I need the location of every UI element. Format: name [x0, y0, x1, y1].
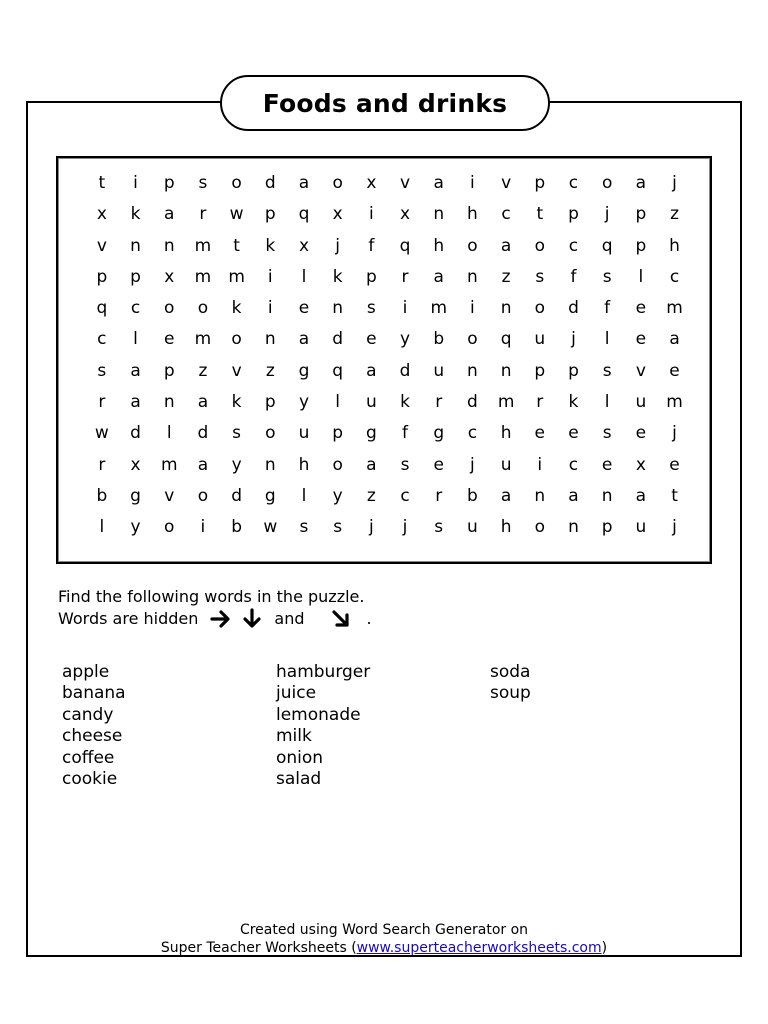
- grid-cell: v: [231, 360, 242, 381]
- grid-cell: w: [229, 204, 244, 225]
- grid-cell: e: [635, 329, 647, 350]
- grid-cell: j: [672, 173, 677, 193]
- word-list-column-2: [276, 662, 370, 790]
- grid-cell: a: [635, 173, 647, 193]
- grid-cell: p: [635, 235, 647, 256]
- grid-cell: k: [231, 392, 242, 413]
- grid-cell: n: [264, 454, 276, 475]
- word-item: apple: [62, 662, 110, 682]
- grid-cell: x: [635, 454, 646, 475]
- grid-cell: r: [199, 204, 207, 225]
- grid-cell: m: [194, 266, 212, 287]
- grid-cell: a: [197, 392, 209, 413]
- grid-cell: c: [467, 423, 478, 444]
- grid-cell: o: [601, 173, 613, 193]
- grid-cell: l: [604, 329, 610, 350]
- page-title: Foods and drinks: [262, 88, 508, 118]
- grid-cell: p: [365, 266, 377, 287]
- grid-cell: m: [666, 298, 683, 319]
- grid-cell: u: [467, 517, 478, 538]
- word-item: candy: [62, 704, 114, 725]
- grid-cell: e: [366, 329, 377, 350]
- footer-line1: Created using Word Search Generator on: [239, 922, 529, 938]
- grid-cell: v: [164, 485, 175, 506]
- grid-cell: h: [298, 454, 310, 475]
- grid-cell: p: [568, 204, 579, 225]
- grid-cell: v: [501, 173, 512, 193]
- grid-cell: o: [332, 173, 343, 193]
- grid-cell: d: [568, 298, 579, 319]
- grid-cell: y: [298, 392, 309, 413]
- grid-cell: n: [264, 329, 276, 350]
- grid-cell: r: [536, 392, 544, 413]
- grid-cell: e: [669, 360, 680, 381]
- grid-cell: j: [672, 423, 677, 444]
- grid-cell: x: [400, 204, 411, 225]
- grid-cell: g: [130, 485, 141, 506]
- word-item: coffee: [62, 747, 115, 768]
- grid-cell: r: [435, 392, 443, 413]
- word-item: soda: [490, 662, 531, 682]
- grid-cell: f: [604, 298, 611, 319]
- footer-prefix: Super Teacher Worksheets (: [160, 940, 357, 956]
- grid-cell: u: [500, 454, 512, 475]
- grid-cell: n: [467, 266, 478, 287]
- grid-cell: s: [602, 360, 612, 381]
- grid-cell: e: [534, 423, 546, 444]
- arrow-down-icon: [242, 608, 262, 630]
- grid-cell: d: [197, 423, 209, 444]
- grid-cell: p: [163, 360, 175, 381]
- grid-cell: l: [638, 266, 644, 287]
- grid-cell: u: [433, 360, 445, 381]
- grid-cell: c: [130, 298, 141, 319]
- word-list-column-3: [490, 662, 531, 705]
- grid-cell: t: [671, 485, 678, 506]
- grid-cell: i: [200, 517, 206, 538]
- grid-cell: y: [332, 485, 343, 506]
- grid-cell: d: [467, 392, 478, 413]
- grid-cell: y: [130, 517, 141, 538]
- grid-cell: s: [198, 173, 208, 193]
- grid-cell: b: [231, 517, 242, 538]
- grid-cell: o: [231, 173, 242, 193]
- grid-cell: s: [434, 517, 444, 538]
- grid-cell: g: [433, 423, 445, 444]
- instructions-and: and: [274, 609, 305, 628]
- grid-cell: p: [534, 173, 546, 193]
- grid-cell: a: [366, 454, 377, 475]
- grid-cell: d: [399, 360, 411, 381]
- grid-cell: n: [500, 360, 512, 381]
- grid-cell: m: [497, 392, 515, 413]
- grid-cell: n: [130, 235, 141, 256]
- grid-cell: m: [228, 266, 245, 287]
- grid-cell: p: [96, 266, 108, 287]
- grid-cell: q: [332, 360, 344, 381]
- grid-cell: s: [602, 423, 612, 444]
- grid-cell: d: [264, 173, 276, 193]
- grid-cell: m: [194, 235, 212, 256]
- grid-cell: q: [96, 298, 108, 319]
- word-item: hamburger: [276, 662, 371, 682]
- grid-cell: o: [534, 517, 545, 538]
- word-item: onion: [276, 747, 324, 768]
- grid-cell: j: [335, 235, 341, 256]
- grid-cell: a: [433, 173, 444, 193]
- grid-cell: l: [99, 517, 105, 538]
- grid-cell: g: [298, 360, 310, 381]
- instructions-prefix: Words are hidden: [58, 609, 199, 628]
- grid-cell: n: [163, 235, 175, 256]
- instructions-line2: [58, 608, 372, 630]
- grid-cell: n: [500, 298, 512, 319]
- grid-cell: w: [263, 517, 278, 538]
- grid-cell: b: [433, 329, 445, 350]
- grid-cell: q: [399, 235, 411, 256]
- grid-cell: e: [669, 454, 680, 475]
- grid-cell: k: [332, 266, 343, 287]
- grid-cell: p: [163, 173, 175, 193]
- grid-cell: s: [97, 360, 107, 381]
- grid-cell: d: [130, 423, 141, 444]
- grid-cell: k: [231, 298, 242, 319]
- arrow-down-right-icon: [331, 609, 351, 629]
- grid-cell: k: [568, 392, 579, 413]
- grid-cell: p: [130, 266, 141, 287]
- grid-cell: l: [604, 392, 610, 413]
- grid-cell: a: [433, 266, 444, 287]
- grid-cell: a: [568, 485, 579, 506]
- grid-cell: q: [298, 204, 310, 225]
- grid-cell: o: [164, 517, 175, 538]
- grid-cell: p: [635, 204, 647, 225]
- grid-cell: r: [98, 454, 106, 475]
- grid-cell: x: [164, 266, 175, 287]
- grid-cell: k: [265, 235, 276, 256]
- grid-cell: u: [635, 392, 647, 413]
- grid-cell: n: [332, 298, 344, 319]
- word-item: soup: [490, 683, 531, 704]
- grid-cell: o: [534, 298, 545, 319]
- grid-cell: e: [433, 454, 444, 475]
- grid-cell: v: [400, 173, 411, 193]
- grid-cell: p: [264, 204, 276, 225]
- word-item: juice: [276, 683, 317, 704]
- word-item: lemonade: [276, 704, 361, 725]
- grid-cell: c: [568, 235, 579, 256]
- grid-cell: r: [98, 392, 106, 413]
- grid-cell: e: [568, 423, 579, 444]
- grid-cell: p: [534, 360, 546, 381]
- grid-cell: u: [365, 392, 377, 413]
- grid-cell: o: [467, 235, 478, 256]
- grid-cell: z: [366, 485, 376, 506]
- grid-cell: e: [601, 454, 613, 475]
- grid-cell: r: [435, 485, 443, 506]
- grid-cell: n: [163, 392, 175, 413]
- grid-cell: o: [265, 423, 276, 444]
- grid-cell: v: [635, 360, 646, 381]
- grid-cell: p: [332, 423, 344, 444]
- grid-cell: y: [400, 329, 411, 350]
- grid-cell: o: [332, 454, 343, 475]
- grid-cell: s: [232, 423, 242, 444]
- footer: [26, 921, 742, 957]
- grid-cell: a: [669, 329, 680, 350]
- grid-cell: e: [298, 298, 310, 319]
- grid-cell: j: [604, 204, 610, 225]
- grid-cell: h: [500, 423, 512, 444]
- letter-grid: [85, 168, 691, 544]
- grid-cell: b: [96, 485, 108, 506]
- grid-cell: o: [197, 298, 209, 319]
- grid-cell: u: [298, 423, 310, 444]
- instructions-line1: Find the following words in the puzzle.: [58, 587, 365, 606]
- grid-cell: x: [332, 204, 343, 225]
- grid-cell: x: [130, 454, 141, 475]
- footer-link[interactable]: www.superteacherworksheets.com: [356, 940, 602, 956]
- grid-cell: p: [601, 517, 613, 538]
- grid-cell: a: [500, 485, 512, 506]
- grid-cell: a: [130, 392, 141, 413]
- grid-cell: i: [470, 173, 475, 193]
- grid-cell: c: [97, 329, 107, 350]
- grid-cell: i: [537, 454, 543, 475]
- grid-cell: t: [98, 173, 106, 193]
- grid-cell: o: [231, 329, 242, 350]
- title-banner: [220, 75, 550, 131]
- word-item: milk: [276, 726, 312, 747]
- grid-cell: i: [368, 204, 374, 225]
- grid-cell: i: [402, 298, 408, 319]
- grid-cell: r: [401, 266, 409, 287]
- grid-cell: i: [267, 266, 273, 287]
- grid-cell: z: [670, 204, 679, 225]
- word-list-column-1: [62, 662, 126, 790]
- grid-cell: a: [197, 454, 209, 475]
- grid-cell: g: [365, 423, 377, 444]
- grid-cell: m: [430, 298, 447, 319]
- grid-cell: j: [571, 329, 576, 350]
- grid-cell: x: [298, 235, 309, 256]
- grid-cell: s: [535, 266, 545, 287]
- grid-cell: c: [501, 204, 511, 225]
- grid-cell: i: [267, 298, 273, 319]
- grid-cell: u: [635, 517, 647, 538]
- grid-cell: h: [669, 235, 680, 256]
- instructions-end: .: [366, 609, 372, 628]
- grid-cell: s: [299, 517, 309, 538]
- grid-cell: j: [402, 517, 408, 538]
- grid-cell: e: [635, 298, 647, 319]
- grid-cell: o: [467, 329, 478, 350]
- word-item: salad: [276, 769, 322, 790]
- grid-cell: h: [467, 204, 478, 225]
- word-item: cheese: [62, 726, 123, 747]
- footer-line2: [26, 939, 742, 957]
- grid-cell: i: [470, 298, 475, 319]
- grid-cell: d: [332, 329, 344, 350]
- grid-cell: g: [264, 485, 276, 506]
- word-item: banana: [62, 683, 126, 704]
- grid-cell: v: [96, 235, 107, 256]
- grid-cell: p: [568, 360, 579, 381]
- grid-cell: e: [163, 329, 175, 350]
- arrow-right-icon: [210, 609, 232, 629]
- grid-cell: u: [534, 329, 546, 350]
- grid-cell: m: [666, 392, 683, 413]
- grid-cell: c: [568, 173, 579, 193]
- grid-cell: i: [133, 173, 138, 193]
- grid-cell: a: [500, 235, 512, 256]
- grid-cell: m: [194, 329, 212, 350]
- grid-cell: h: [433, 235, 445, 256]
- grid-cell: f: [402, 423, 409, 444]
- instructions: [58, 586, 372, 630]
- grid-cell: l: [301, 266, 307, 287]
- grid-cell: n: [568, 517, 579, 538]
- grid-cell: y: [231, 454, 242, 475]
- grid-cell: f: [570, 266, 577, 287]
- grid-cell: j: [368, 517, 374, 538]
- grid-cell: a: [298, 173, 310, 193]
- grid-cell: t: [536, 204, 544, 225]
- grid-cell: j: [470, 454, 475, 475]
- grid-cell: n: [467, 360, 478, 381]
- grid-cell: l: [335, 392, 341, 413]
- grid-cell: f: [368, 235, 375, 256]
- grid-cell: z: [501, 266, 511, 287]
- grid-cell: q: [601, 235, 613, 256]
- grid-cell: s: [333, 517, 343, 538]
- grid-cell: o: [164, 298, 175, 319]
- grid-cell: t: [233, 235, 240, 256]
- grid-cell: z: [198, 360, 208, 381]
- grid-cell: w: [94, 423, 109, 444]
- grid-cell: e: [635, 423, 647, 444]
- grid-cell: z: [265, 360, 275, 381]
- grid-cell: n: [534, 485, 546, 506]
- grid-cell: a: [130, 360, 141, 381]
- grid-cell: k: [130, 204, 141, 225]
- grid-cell: s: [602, 266, 612, 287]
- grid-cell: a: [635, 485, 647, 506]
- word-item: cookie: [62, 769, 118, 790]
- footer-suffix: ): [601, 940, 608, 956]
- grid-cell: s: [400, 454, 410, 475]
- grid-cell: a: [366, 360, 377, 381]
- grid-cell: k: [400, 392, 410, 413]
- grid-cell: o: [534, 235, 545, 256]
- grid-cell: h: [500, 517, 512, 538]
- grid-cell: a: [298, 329, 310, 350]
- grid-cell: d: [231, 485, 242, 506]
- grid-cell: p: [264, 392, 276, 413]
- grid-cell: c: [568, 454, 579, 475]
- grid-cell: q: [500, 329, 512, 350]
- grid-cell: c: [669, 266, 680, 287]
- grid-cell: x: [96, 204, 107, 225]
- grid-cell: s: [366, 298, 376, 319]
- grid-cell: b: [467, 485, 478, 506]
- grid-cell: l: [133, 329, 138, 350]
- grid-cell: l: [166, 423, 172, 444]
- grid-cell: c: [400, 485, 410, 506]
- grid-cell: n: [433, 204, 445, 225]
- grid-cell: l: [301, 485, 307, 506]
- grid-cell: m: [160, 454, 178, 475]
- grid-cell: o: [197, 485, 209, 506]
- grid-cell: j: [672, 517, 677, 538]
- grid-cell: a: [164, 204, 175, 225]
- grid-cell: x: [366, 173, 377, 193]
- grid-cell: n: [601, 485, 613, 506]
